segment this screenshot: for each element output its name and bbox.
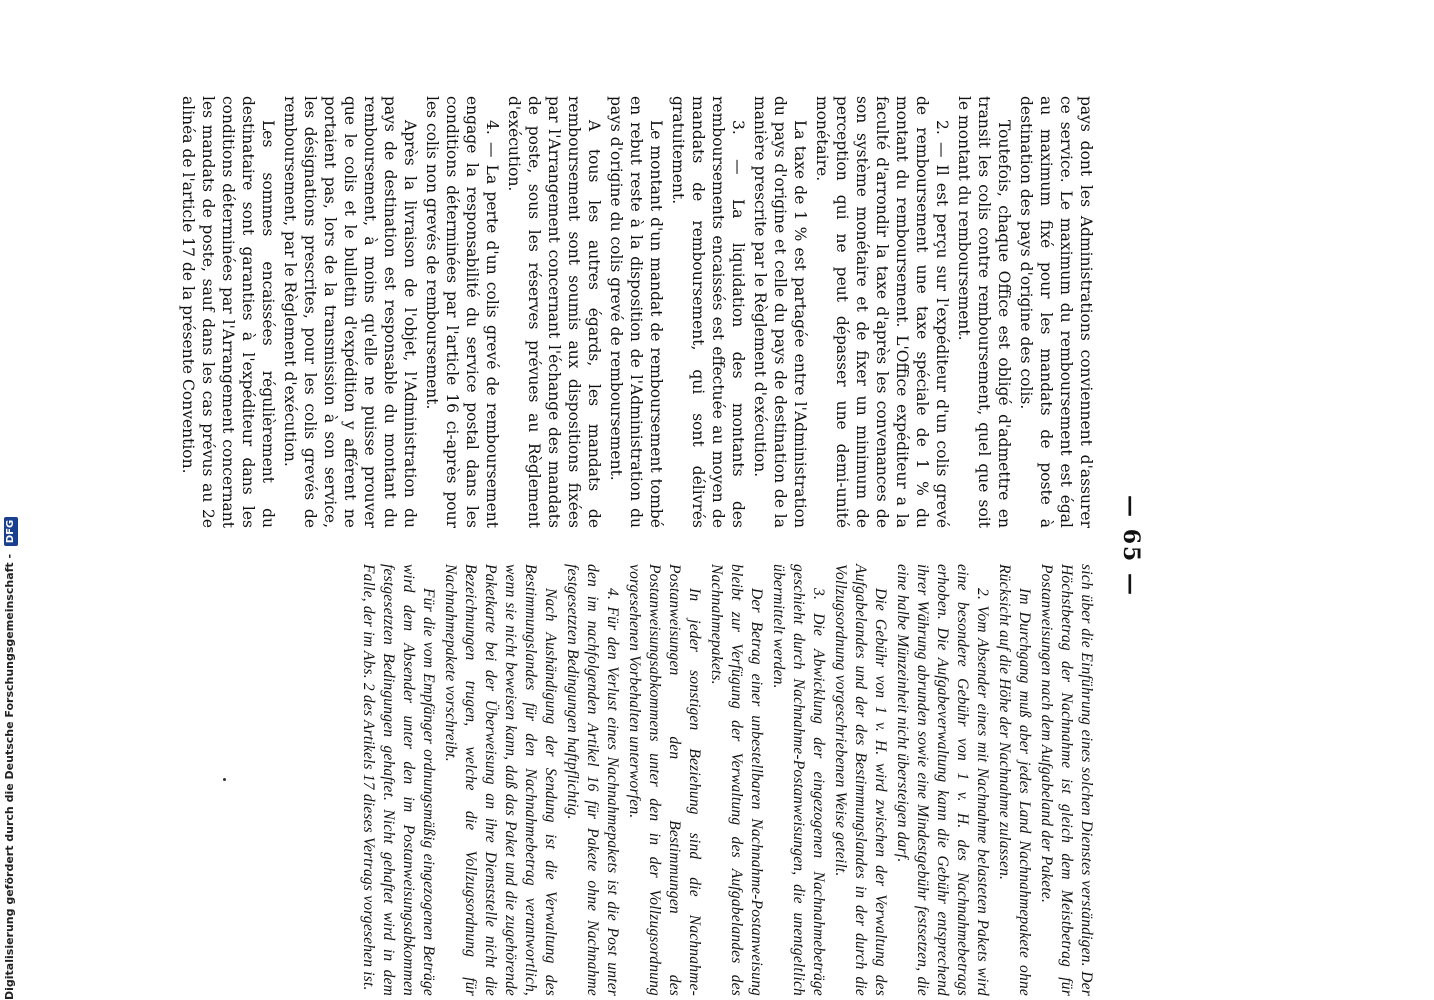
paragraph: pays dont les Administrations conviennent d'assurer ce service. Le maximum du remboursement est égal au maximum fixé pour les mandats de poste à destination des pays d'origine des colis. <box>1017 96 1095 528</box>
paragraph: Après la livraison de l'objet, l'Administration du pays de destination est responsable du montant du remboursement, à moins qu'elle ne puisse prouver que le colis et le bulletin d'expédition y afférent ne portaient pas, lors de la transmission à son service, les désignations prescrites, pour les colis grevés de remboursement, par le Règlement d'exécution. <box>281 96 419 528</box>
paragraph: 3. — La liquidation des montants des remboursements encaissés est effectuée au moyen de mandats de remboursement, qui sont délivrés gratuitement. <box>669 96 747 528</box>
paragraph: Les sommes encaissées régulièrement du destinataire sont garanties à l'expéditeur dans les conditions déterminées par l'Arrangement concernant les mandats de poste, sauf dans les cas prévus au 2e alinéa de l'article 17 de la présente Convention. <box>179 96 277 528</box>
paragraph: Im Durchgang muß aber jedes Land Nachnahmepakete ohne Rücksicht auf die Höhe der Nachnahme zulassen. <box>996 564 1033 996</box>
paragraph: Für die vom Empfänger ordnungsmäßig eingezogenen Beträge wird dem Absender unter den im Postanweisungsabkommen festgesetzten Bedingungen gehaftet. Nicht gehaftet wird in dem Falle, der im Abs. 2 des Artikels 17 dieses Vertrags vorgesehen ist. <box>360 564 437 996</box>
paragraph: Der Betrag einer unbestellbaren Nachnahme-Postanweisung bleibt zur Verfügung der Verwaltung des Aufgabelandes des Nachnahmepakets. <box>708 564 765 996</box>
paragraph: 4. — La perte d'un colis grevé de remboursement engage la responsabilité du service postal dans les conditions déterminées par l'article 16 ci-après pour les colis non grevés de remboursement. <box>423 96 501 528</box>
paragraph: 3. Die Abwicklung der eingezogenen Nachnahmebeträge geschieht durch Nachnahme-Postanweisungen, die unentgeltlich übermittelt werden. <box>770 564 827 996</box>
page-number: — 65 — <box>1118 495 1144 597</box>
paragraph: La taxe de 1 % est partagée entre l'Administration du pays d'origine et celle du pays de destination de la manière prescrite par le Règlement d'exécution. <box>751 96 809 528</box>
paragraph: Toutefois, chaque Office est obligé d'admettre en transit les colis contre remboursement, quel que soit le montant du remboursement. <box>955 96 1013 528</box>
paragraph: 4. Für den Verlust eines Nachnahmepakets ist die Post unter den im nachfolgenden Artikel 16 für Pakete ohne Nachnahme festgesetzten Bedingungen haftpflichtig. <box>564 564 621 996</box>
dfg-logo: DFG <box>4 517 18 546</box>
paragraph: Nach Aushändigung der Sendung ist die Verwaltung des Bestimmungslandes für den Nachnahmebetrag verantwortlich, wenn sie nicht beweisen kann, daß das Paket und die zugehörende Paketkarte bei der Überweisung an ihre Dienststelle nicht die Bezeichnungen trugen, welche die Vollzugsordnung für Nachnahmepakete vorschreibt. <box>442 564 559 996</box>
paragraph: Die Gebühr von 1 v. H. wird zwischen der Verwaltung des Aufgabelandes und der des Bestimmungslandes in der durch die Vollzugsordnung vorgeschriebenen Weise geteilt. <box>832 564 889 996</box>
paragraph: In jeder sonstigen Beziehung sind die Nachnahme-Postanweisungen den Bestimmungen des Postanweisungsabkommens unter den in der Vollzugsordnung vorgesehenen Vorbehalten unterworfen. <box>626 564 703 996</box>
scan-speck <box>223 778 226 781</box>
digitization-credit <box>2 0 18 1000</box>
digitization-credit-text: Digitalisierung gefördert durch die Deutsche Forschungsgemeinschaft - <box>3 553 16 1000</box>
paragraph: A tous les autres égards, les mandats de remboursement sont soumis aux dispositions fixées par l'Arrangement concernant l'échange des mandats de poste, sous les réserves prévues au Règlement d'exécution. <box>505 96 603 528</box>
rotated-printed-page <box>179 96 1144 996</box>
paragraph: 2. — Il est perçu sur l'expéditeur d'un colis grevé de remboursement une taxe spéciale de 1 % du montant du remboursement. L'Office expéditeur a la faculté d'arrondir la taxe d'après les convenances de son système monétaire et de fixer un minimum de perception qui ne peut dépasser une demi-unité monétaire. <box>813 96 951 528</box>
paragraph: sich über die Einführung eines solchen Dienstes verständigen. Der Höchstbetrag der Nachnahme ist gleich dem Meistbetrag für Postanweisungen nach dem Aufgabeland der Pakete. <box>1038 564 1095 996</box>
paragraph: 2. Vom Absender eines mit Nachnahme belasteten Pakets wird eine besondere Gebühr von 1 v. H. des Nachnahmebetrags erhoben. Die Aufgabeverwaltung kann die Gebühr entsprechend ihrer Währung abrunden sowie eine Mindestgebühr festsetzen, die eine halbe Münzeinheit nicht übersteigen darf. <box>894 564 991 996</box>
german-text-column <box>360 564 1096 996</box>
french-text-column <box>179 96 1096 528</box>
paragraph: Le montant d'un mandat de remboursement tombé en rebut reste à la disposition de l'Administration du pays d'origine du colis grevé de remboursement. <box>607 96 665 528</box>
